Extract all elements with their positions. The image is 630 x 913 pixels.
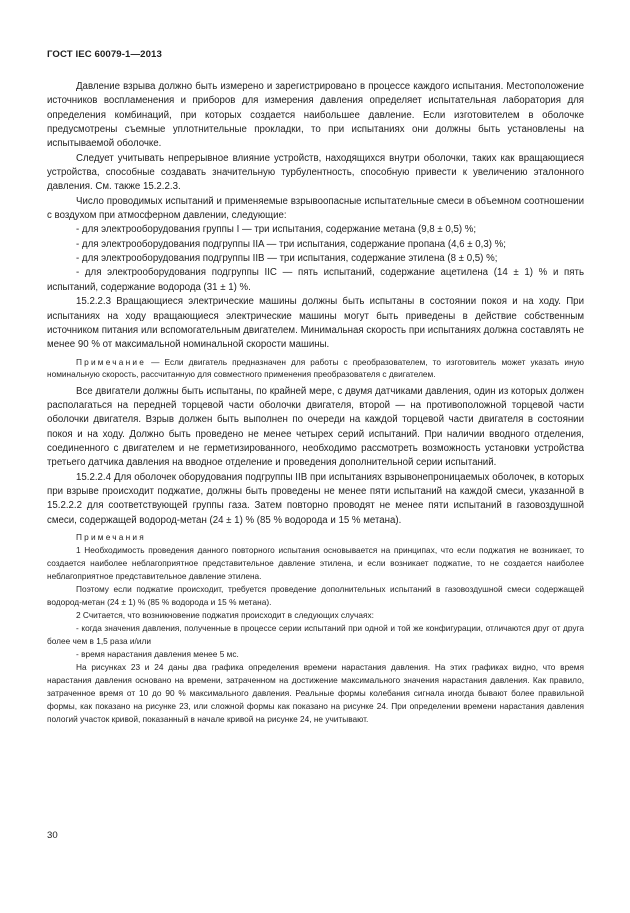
note-item: - время нарастания давления менее 5 мс. [76,648,239,659]
list-item: - для электрооборудования подгруппы IIB — три испытания, содержание этилена (8 ± 0,5) %; [76,253,498,265]
paragraph: Давление взрыва должно быть измерено и зарегистрировано в процессе каждого испытания. Местоположение источников воспламенения и приборов для измерения давления определяет испытательная лаборатория для определения комбинаций, при которых создается наибольшее давление. Если изготовителем в оболочке предусмотрены съемные уплотнительные прокладки, то при испытаниях они должны быть установлены на испытываемой оболочке. [47,81,584,150]
note-item: Поэтому если поджатие происходит, требуется проведение дополнительных испытаний в газовоздушной смеси содержащей водород-метан (24 ± 1) % (85 % водорода и 15 % метана). [47,583,584,607]
paragraph: Все двигатели должны быть испытаны, по крайней мере, с двумя датчиками давления, один из которых должен располагаться на передней торцевой части оболочки двигателя, второй — на противоположной торцевой части оболочки двигателя. Взрыв должен быть выполнен по очереди на каждой торцевой части двигателя в состоянии покоя и на ходу. Должно быть проведено не менее четырех серий испытаний. При наличии вводного отделения, соединенного с двигателем и не герметизированного, необходимо рассмотреть возможность установки устройства третьего датчика давления на вводное отделение и проведения дополнительной серии испытаний. [47,385,584,469]
note-text: — Если двигатель предназначен для работы с преобразователем, то изготовитель может указать иную номинальную скорость, рассчитанную для совместного применения преобразователя с двигателем. [47,356,584,380]
section-15-2-2-3: 15.2.2.3 Вращающиеся электрические машины должны быть испытаны в состоянии покоя и на ходу. При испытаниях на ходу вращающиеся электрические машины могут быть приведены в действие собственным источником питания или вспомогательным двигателем. Минимальная скорость при испытаниях должна составлять не менее 90 % от максимальной номинальной скорости машины. [47,296,584,351]
note-item: - когда значения давления, полученные в процессе серии испытаний при одной и той же конфигурации, отличаются друг от друга более чем в 1,5 раза и/или [47,622,584,646]
list-item: - для электрооборудования группы I — три испытания, содержание метана (9,8 ± 0,5) %; [76,224,477,236]
paragraph: Следует учитывать непрерывное влияние устройств, находящихся внутри оболочки, таких как вращающиеся устройства, способные создавать значительную турбулентность, способную привести к увеличению эталонного давления. См. также 15.2.2.3. [47,152,584,193]
note-label: Примечание [76,356,147,367]
note-item: 1 Необходимость проведения данного повторного испытания основывается на принципах, что если поджатия не возникает, то создается наиболее неблагоприятное представительное давление этилена, и если возникает поджатие, то не создается наиболее неблагоприятное представительное давление этилена. [47,544,584,581]
list-item: - для электрооборудования подгруппы IIC — пять испытаний, содержание ацетилена (14 ± 1) % и пять испытаний, содержание водорода (31 ± 1) %. [47,267,584,293]
notes-heading: Примечания [76,531,146,542]
document-header: ГОСТ IEC 60079-1—2013 [47,49,162,60]
page-number: 30 [47,830,58,841]
note-item: 2 Считается, что возникновение поджатия происходит в следующих случаях: [76,609,374,620]
note [47,356,584,381]
section-15-2-2-4: 15.2.2.4 Для оболочек оборудования подгруппы IIB при испытаниях взрывонепроницаемых оболочек, в которых при взрыве происходит поджатие, должны быть проведены не менее пяти испытаний на каждой смеси, указанной в 15.2.2.2 для соответствующей группы газа. Затем повторно проводят не менее пяти испытаний в газовоздушной смеси, содержащей водород-метан (24 ± 1) % (85 % водорода и 15 % метана). [47,471,584,526]
document-body [47,80,584,726]
list-item: - для электрооборудования подгруппы IIA — три испытания, содержание пропана (4,6 ± 0,3) %; [76,238,506,250]
note-item: На рисунках 23 и 24 даны два графика определения времени нарастания давления. На этих графиках видно, что время нарастания давления основано на времени, затраченном на достижение максимального значения нарастания давления. Как правило, затраченное время от 10 до 90 % максимального давления. Реальные формы колебания сигнала иногда бывают более правильной формы, как показано на рисунке 23, или сложной формы как показано на рисунке 24. При определении времени нарастания давления пологий участок кривой, показанный в начале кривой на рисунке 24, не учитывают. [47,661,584,724]
paragraph: Число проводимых испытаний и применяемые взрывоопасные испытательные смеси в объемном соотношении с воздухом при атмосферном давлении, следующие: [47,195,584,222]
